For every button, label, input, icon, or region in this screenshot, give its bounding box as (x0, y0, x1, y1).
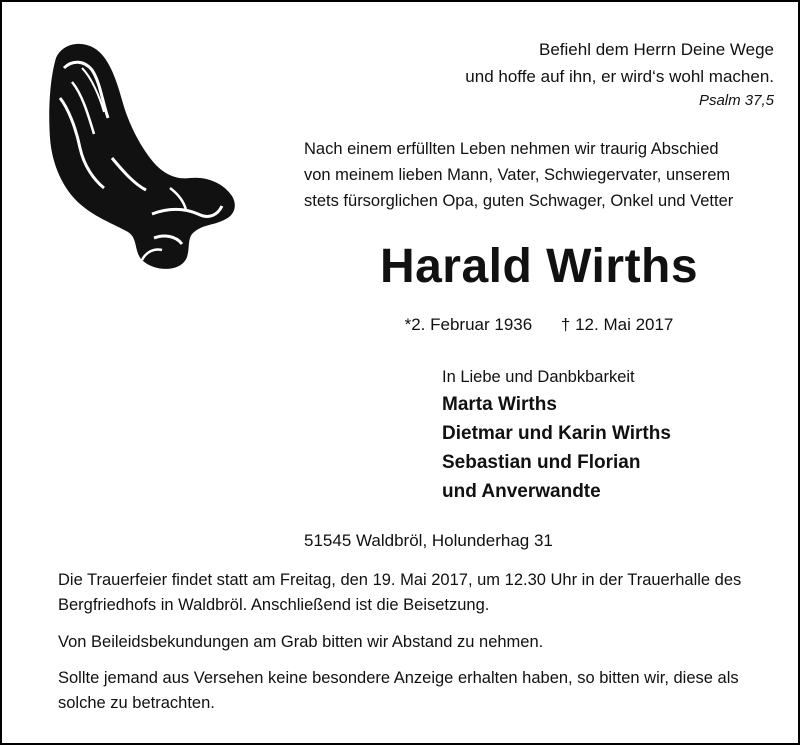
notice-line-1: Sollte jemand aus Versehen keine besondere Anzeige erhalten haben, so bitten wir, diese als (58, 669, 739, 687)
condolence-line: Von Beileidsbekundungen am Grab bitten wir Abstand zu nehmen. (58, 633, 544, 651)
mourners-lead: In Liebe und Danbkbarkeit (442, 368, 635, 386)
intro-text (304, 136, 774, 214)
intro-line-2: von meinem lieben Mann, Vater, Schwiegervater, unserem (304, 166, 731, 184)
bible-verse (302, 36, 774, 112)
funeral-info (58, 568, 774, 618)
address: 51545 Waldbröl, Holunderhag 31 (304, 531, 553, 550)
notice-note (58, 666, 774, 716)
funeral-line-2: Bergfriedhofs in Waldbröl. Anschließend ist die Beisetzung. (58, 596, 490, 614)
birth-date: *2. Februar 1936 (404, 315, 533, 334)
mourner-name: und Anverwandte (442, 481, 601, 502)
verse-line-2: und hoffe auf ihn, er wird‘s wohl machen. (465, 67, 774, 86)
praying-hands-icon (42, 38, 242, 278)
intro-line-1: Nach einem erfüllten Leben nehmen wir traurig Abschied (304, 140, 719, 158)
mourners-block (442, 364, 772, 506)
verse-line-1: Befiehl dem Herrn Deine Wege (539, 40, 774, 59)
verse-reference: Psalm 37,5 (698, 92, 774, 109)
mourner-name: Marta Wirths (442, 394, 557, 415)
funeral-line-1: Die Trauerfeier findet statt am Freitag, den 19. Mai 2017, um 12.30 Uhr in der Trauerhalle des (58, 571, 742, 589)
condolence-note (58, 630, 774, 655)
death-date: † 12. Mai 2017 (560, 315, 674, 334)
intro-line-3: stets fürsorglichen Opa, guten Schwager, Onkel und Vetter (304, 192, 734, 210)
notice-line-2: solche zu betrachten. (58, 694, 215, 712)
mourner-name: Sebastian und Florian (442, 452, 641, 473)
mourner-name: Dietmar und Karin Wirths (442, 423, 671, 444)
deceased-name: Harald Wirths (379, 240, 699, 293)
life-dates (304, 312, 774, 338)
